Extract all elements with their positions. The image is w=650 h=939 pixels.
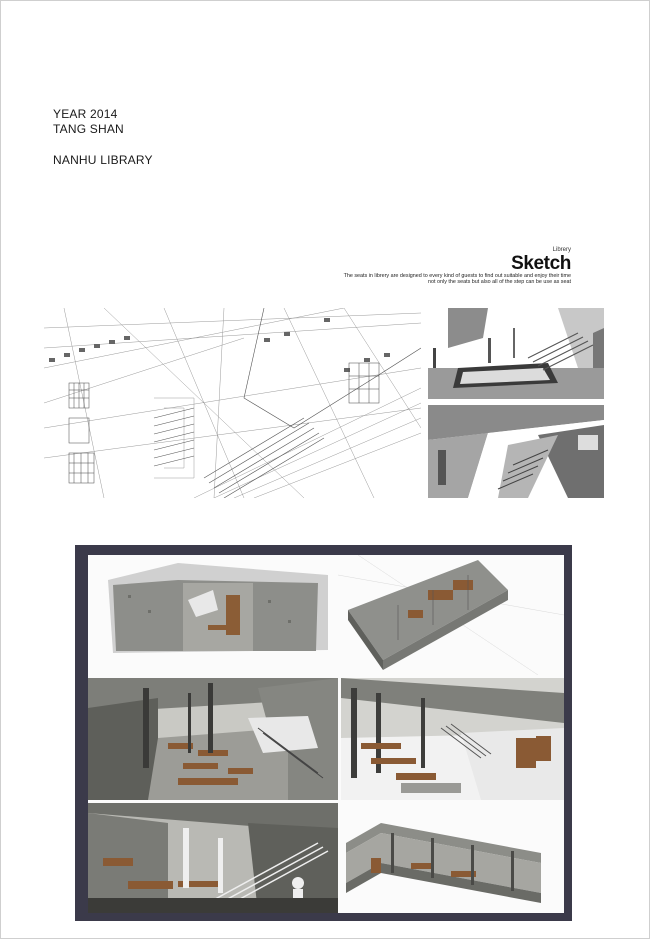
sketch-category: Librery xyxy=(552,247,571,253)
project-title: NANHU LIBRARY xyxy=(53,153,153,167)
sketch-heading xyxy=(344,247,571,286)
render-board xyxy=(88,555,564,913)
sketch-title: Sketch xyxy=(511,253,571,274)
sketch-description-line1: The seats in librery are designed to every kind of guests to find out suitable and enjoy their time xyxy=(343,273,571,279)
year-text: YEAR 2014 xyxy=(53,107,118,121)
wireframe-perspective-image xyxy=(44,308,421,498)
project-info xyxy=(53,107,153,168)
render-axonometric-view xyxy=(338,555,564,675)
render-section-view xyxy=(88,555,333,675)
gray-perspective-top-image xyxy=(428,308,604,399)
render-interior-right xyxy=(341,678,564,800)
render-staircase-view xyxy=(88,803,338,913)
gray-perspective-bottom-image xyxy=(428,405,604,498)
place-text: TANG SHAN xyxy=(53,122,124,136)
render-long-section xyxy=(341,803,564,913)
sketch-description-line2: not only the seats but also all of the step can be use as seat xyxy=(428,279,571,286)
render-interior-left xyxy=(88,678,338,800)
